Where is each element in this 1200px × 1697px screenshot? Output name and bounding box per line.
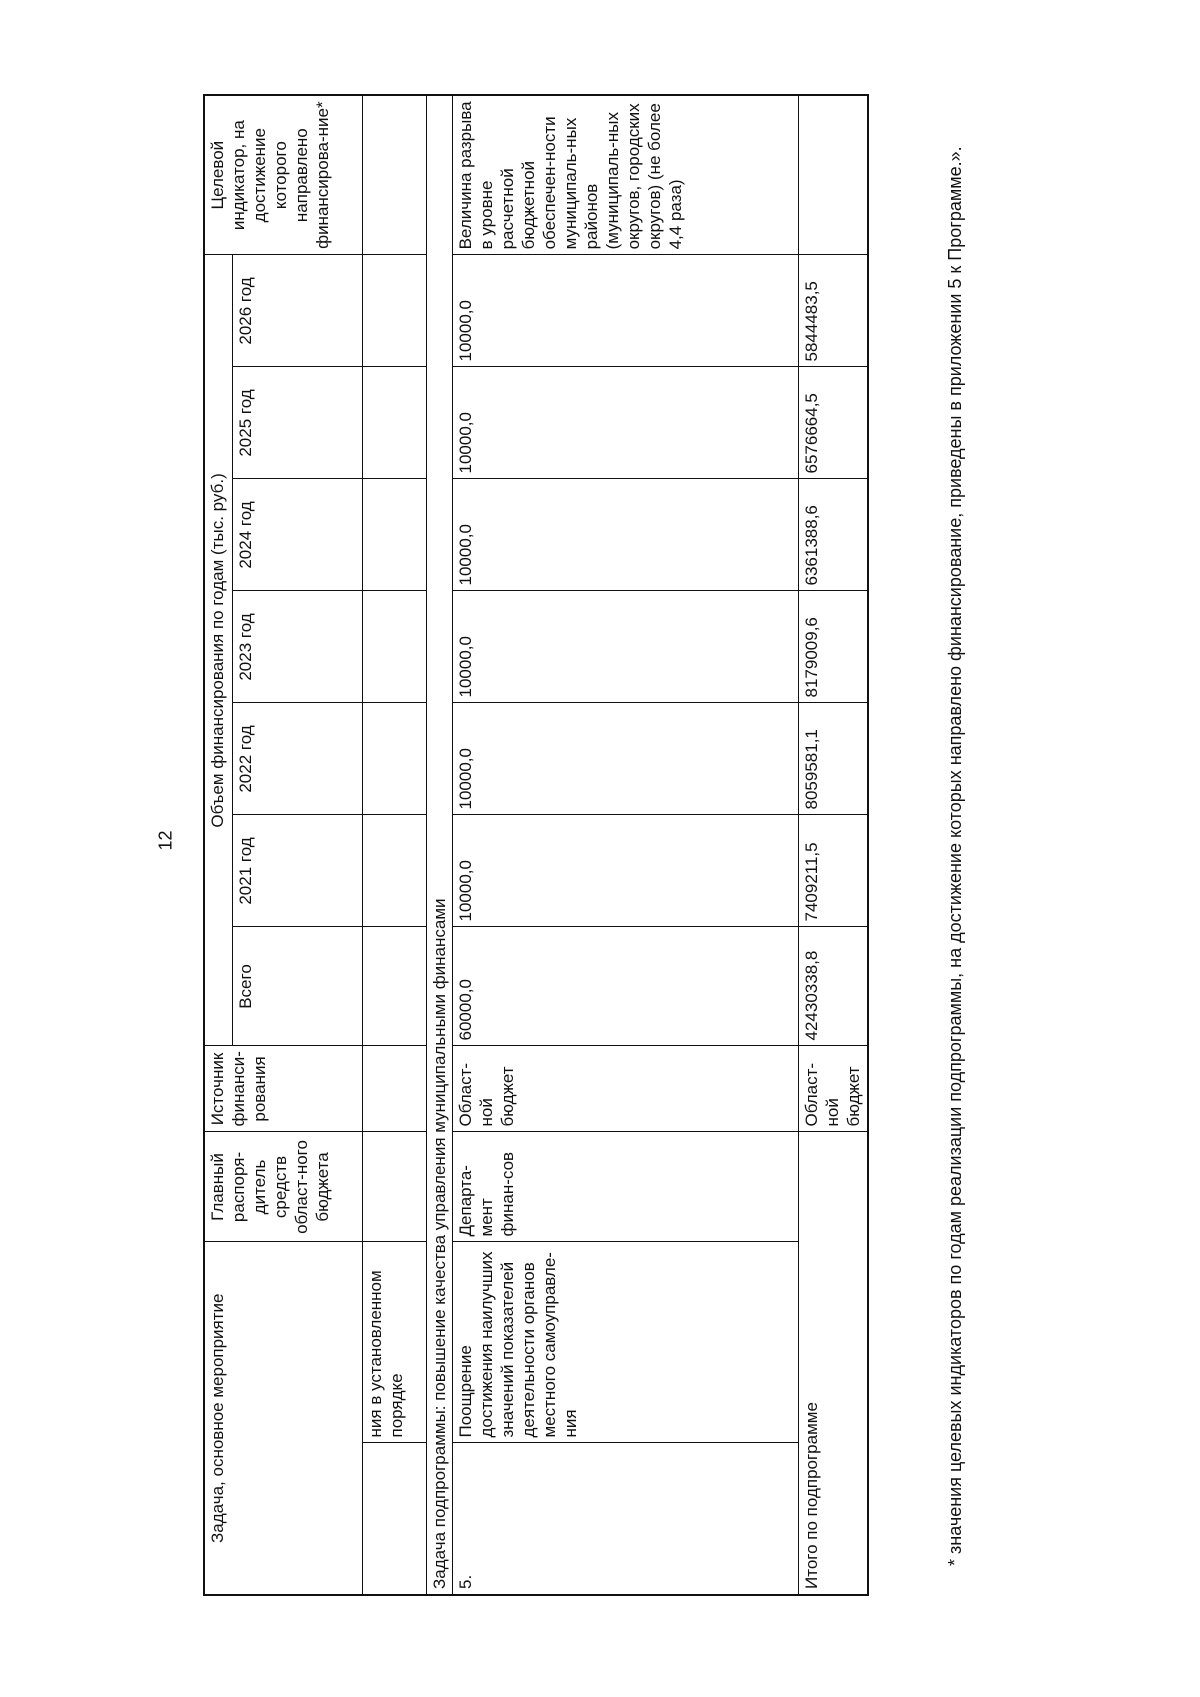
footnote: * значения целевых индикаторов по годам реализации подпрограммы, на достижение которых направлено финансирование, приведены в приложении 5 к Программе.». <box>945 146 965 1566</box>
total-2022: 8059581,1 <box>798 703 868 815</box>
table-row-5 <box>452 95 798 1595</box>
total-source: Област-ной бюджет <box>798 1046 868 1132</box>
continued-num <box>362 1443 426 1595</box>
header-2024: 2024 год <box>232 479 362 591</box>
total-indicator <box>798 95 868 255</box>
header-source: Источник финанси-рования <box>204 1046 362 1132</box>
rotated-page-content <box>203 96 965 1596</box>
continued-row <box>362 95 426 1595</box>
header-2022: 2022 год <box>232 703 362 815</box>
subtask-row <box>426 95 452 1595</box>
row5-2026: 10000,0 <box>452 255 798 367</box>
row5-name: Поощрение достижения наилучших значений показателей деятельности органов местного самоуправле-ния <box>452 1242 798 1443</box>
row5-manager: Департа-мент финан-сов <box>452 1132 798 1242</box>
row5-2021: 10000,0 <box>452 815 798 927</box>
header-volume: Объем финансирования по годам (тыс. руб.) <box>204 255 232 1046</box>
header-manager: Главный распоря-дитель средств област-ного бюджета <box>204 1132 362 1242</box>
header-2025: 2025 год <box>232 367 362 479</box>
row5-num: 5. <box>452 1443 798 1595</box>
continued-text: ния в установленном порядке <box>362 1242 426 1443</box>
header-total: Всего <box>232 927 362 1046</box>
row5-2024: 10000,0 <box>452 479 798 591</box>
row5-indicator: Величина разрыва в уровне расчетной бюджетной обеспечен-ности муниципаль-ных районов (муниципаль-ных округов, городских округов) (не более 4,4 раза) <box>452 95 798 255</box>
row5-2025: 10000,0 <box>452 367 798 479</box>
total-2024: 6361388,6 <box>798 479 868 591</box>
header-indicator: Целевой индикатор, на достижение которого направлено финансирова-ние* <box>204 95 362 255</box>
header-2021: 2021 год <box>232 815 362 927</box>
row5-source: Област-ной бюджет <box>452 1046 798 1132</box>
row5-total: 60000,0 <box>452 927 798 1046</box>
total-total: 42430338,8 <box>798 927 868 1046</box>
subtask-text: Задача подпрограммы: повышение качества управления муниципальными финансами <box>426 95 452 1595</box>
page-number: 12 <box>155 830 176 851</box>
header-task: Задача, основное мероприятие <box>204 1242 362 1595</box>
header-2026: 2026 год <box>232 255 362 367</box>
total-2026: 5844483,5 <box>798 255 868 367</box>
row5-2022: 10000,0 <box>452 703 798 815</box>
financing-table <box>203 94 869 1596</box>
total-2021: 7409211,5 <box>798 815 868 927</box>
header-row-1 <box>204 95 232 1595</box>
total-label: Итого по подпрограмме <box>798 1132 868 1595</box>
total-2025: 6576664,5 <box>798 367 868 479</box>
header-2023: 2023 год <box>232 591 362 703</box>
total-row <box>798 95 868 1595</box>
total-2023: 8179009,6 <box>798 591 868 703</box>
row5-2023: 10000,0 <box>452 591 798 703</box>
